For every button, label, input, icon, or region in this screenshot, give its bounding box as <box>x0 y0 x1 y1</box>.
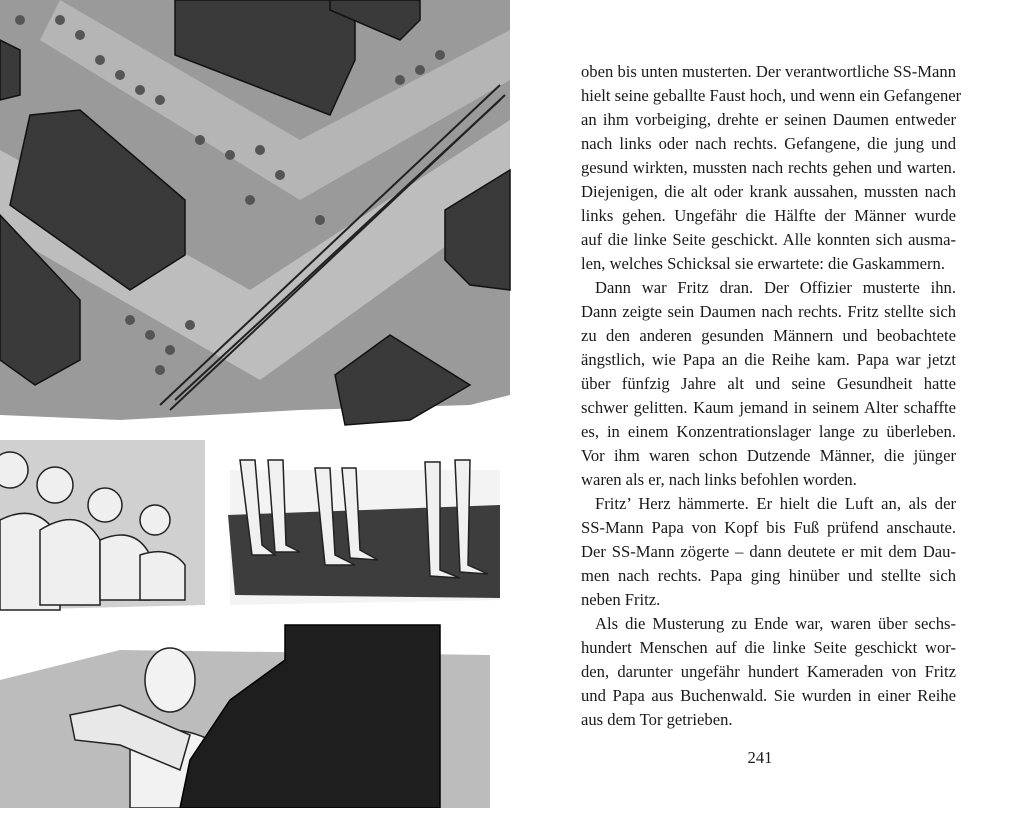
text-line: es, in einem Konzentrationslager lange zu überleben. <box>581 422 956 441</box>
text-line: hielt seine geballte Faust hoch, und wenn ein Gefangener <box>581 86 962 105</box>
text-line: auf die linke Seite geschickt. Alle konnten sich ausma- <box>581 230 956 249</box>
paragraph <box>581 612 956 732</box>
paragraph <box>581 276 956 492</box>
text-line: gesund wirkten, mussten nach rechts gehen und warten. <box>581 158 956 177</box>
text-line: Fritz’ Herz hämmerte. Er hielt die Luft an, als der <box>595 494 956 513</box>
camp-illustration <box>0 0 512 808</box>
bare-feet-panel <box>228 460 500 605</box>
text-line: über fünfzig Jahre alt und seine Gesundheit hatte <box>581 374 956 393</box>
prisoners-heads-panel <box>0 440 205 610</box>
text-line: waren als er, nach links befohlen worden. <box>581 470 857 489</box>
aerial-camp-panel <box>0 0 510 425</box>
text-line: links gehen. Ungefähr die Hälfte der Männer wurde <box>581 206 956 225</box>
page-number: 241 <box>747 748 773 767</box>
text-line: schwer gelitten. Kaum jemand in seinem Alter schaffte <box>581 398 956 417</box>
text-line: len, welches Schicksal sie erwartete: die Gaskammern. <box>581 254 946 273</box>
text-line: aus dem Tor getrieben. <box>581 710 733 729</box>
text-line: Als die Musterung zu Ende war, waren über sechs- <box>595 614 956 633</box>
text-line: und Papa aus Buchenwald. Sie wurden in einer Reihe <box>581 686 956 705</box>
text-line: oben bis unten musterten. Der verantwortliche SS-Mann <box>581 62 956 81</box>
text-line: Dann zeigte sein Daumen nach rechts. Fritz stellte sich <box>581 302 956 321</box>
selection-scene-panel <box>0 625 490 808</box>
text-line: zu den anderen gesunden Männern und beobachtete <box>581 326 956 345</box>
text-line: nach links oder nach rechts. Gefangene, die jung und <box>581 134 956 153</box>
paragraph <box>581 60 962 276</box>
text-line: Diejenigen, die alt oder krank aussahen, mussten nach <box>581 182 956 201</box>
text-line: den, darunter ungefähr hundert Kameraden von Fritz <box>581 662 956 681</box>
body-text <box>581 60 962 732</box>
text-line: hundert Menschen auf die linke Seite geschickt wor- <box>581 638 956 657</box>
text-line: an ihm vorbeiging, drehte er seinen Daumen entweder <box>581 110 956 129</box>
text-line: men nach rechts. Papa ging hinüber und stellte sich <box>581 566 956 585</box>
text-line: SS-Mann Papa von Kopf bis Fuß prüfend anschaute. <box>581 518 956 537</box>
text-line: Dann war Fritz dran. Der Offizier musterte ihn. <box>595 278 956 297</box>
text-line: ängstlich, wie Papa an die Reihe kam. Papa war jetzt <box>581 350 956 369</box>
text-line: Vor ihm waren schon Dutzende Männer, die jünger <box>581 446 956 465</box>
paragraph <box>581 492 956 612</box>
text-line: Der SS-Mann zögerte – dann deutete er mit dem Dau- <box>581 542 956 561</box>
text-line: neben Fritz. <box>581 590 661 609</box>
illustration <box>0 0 512 808</box>
